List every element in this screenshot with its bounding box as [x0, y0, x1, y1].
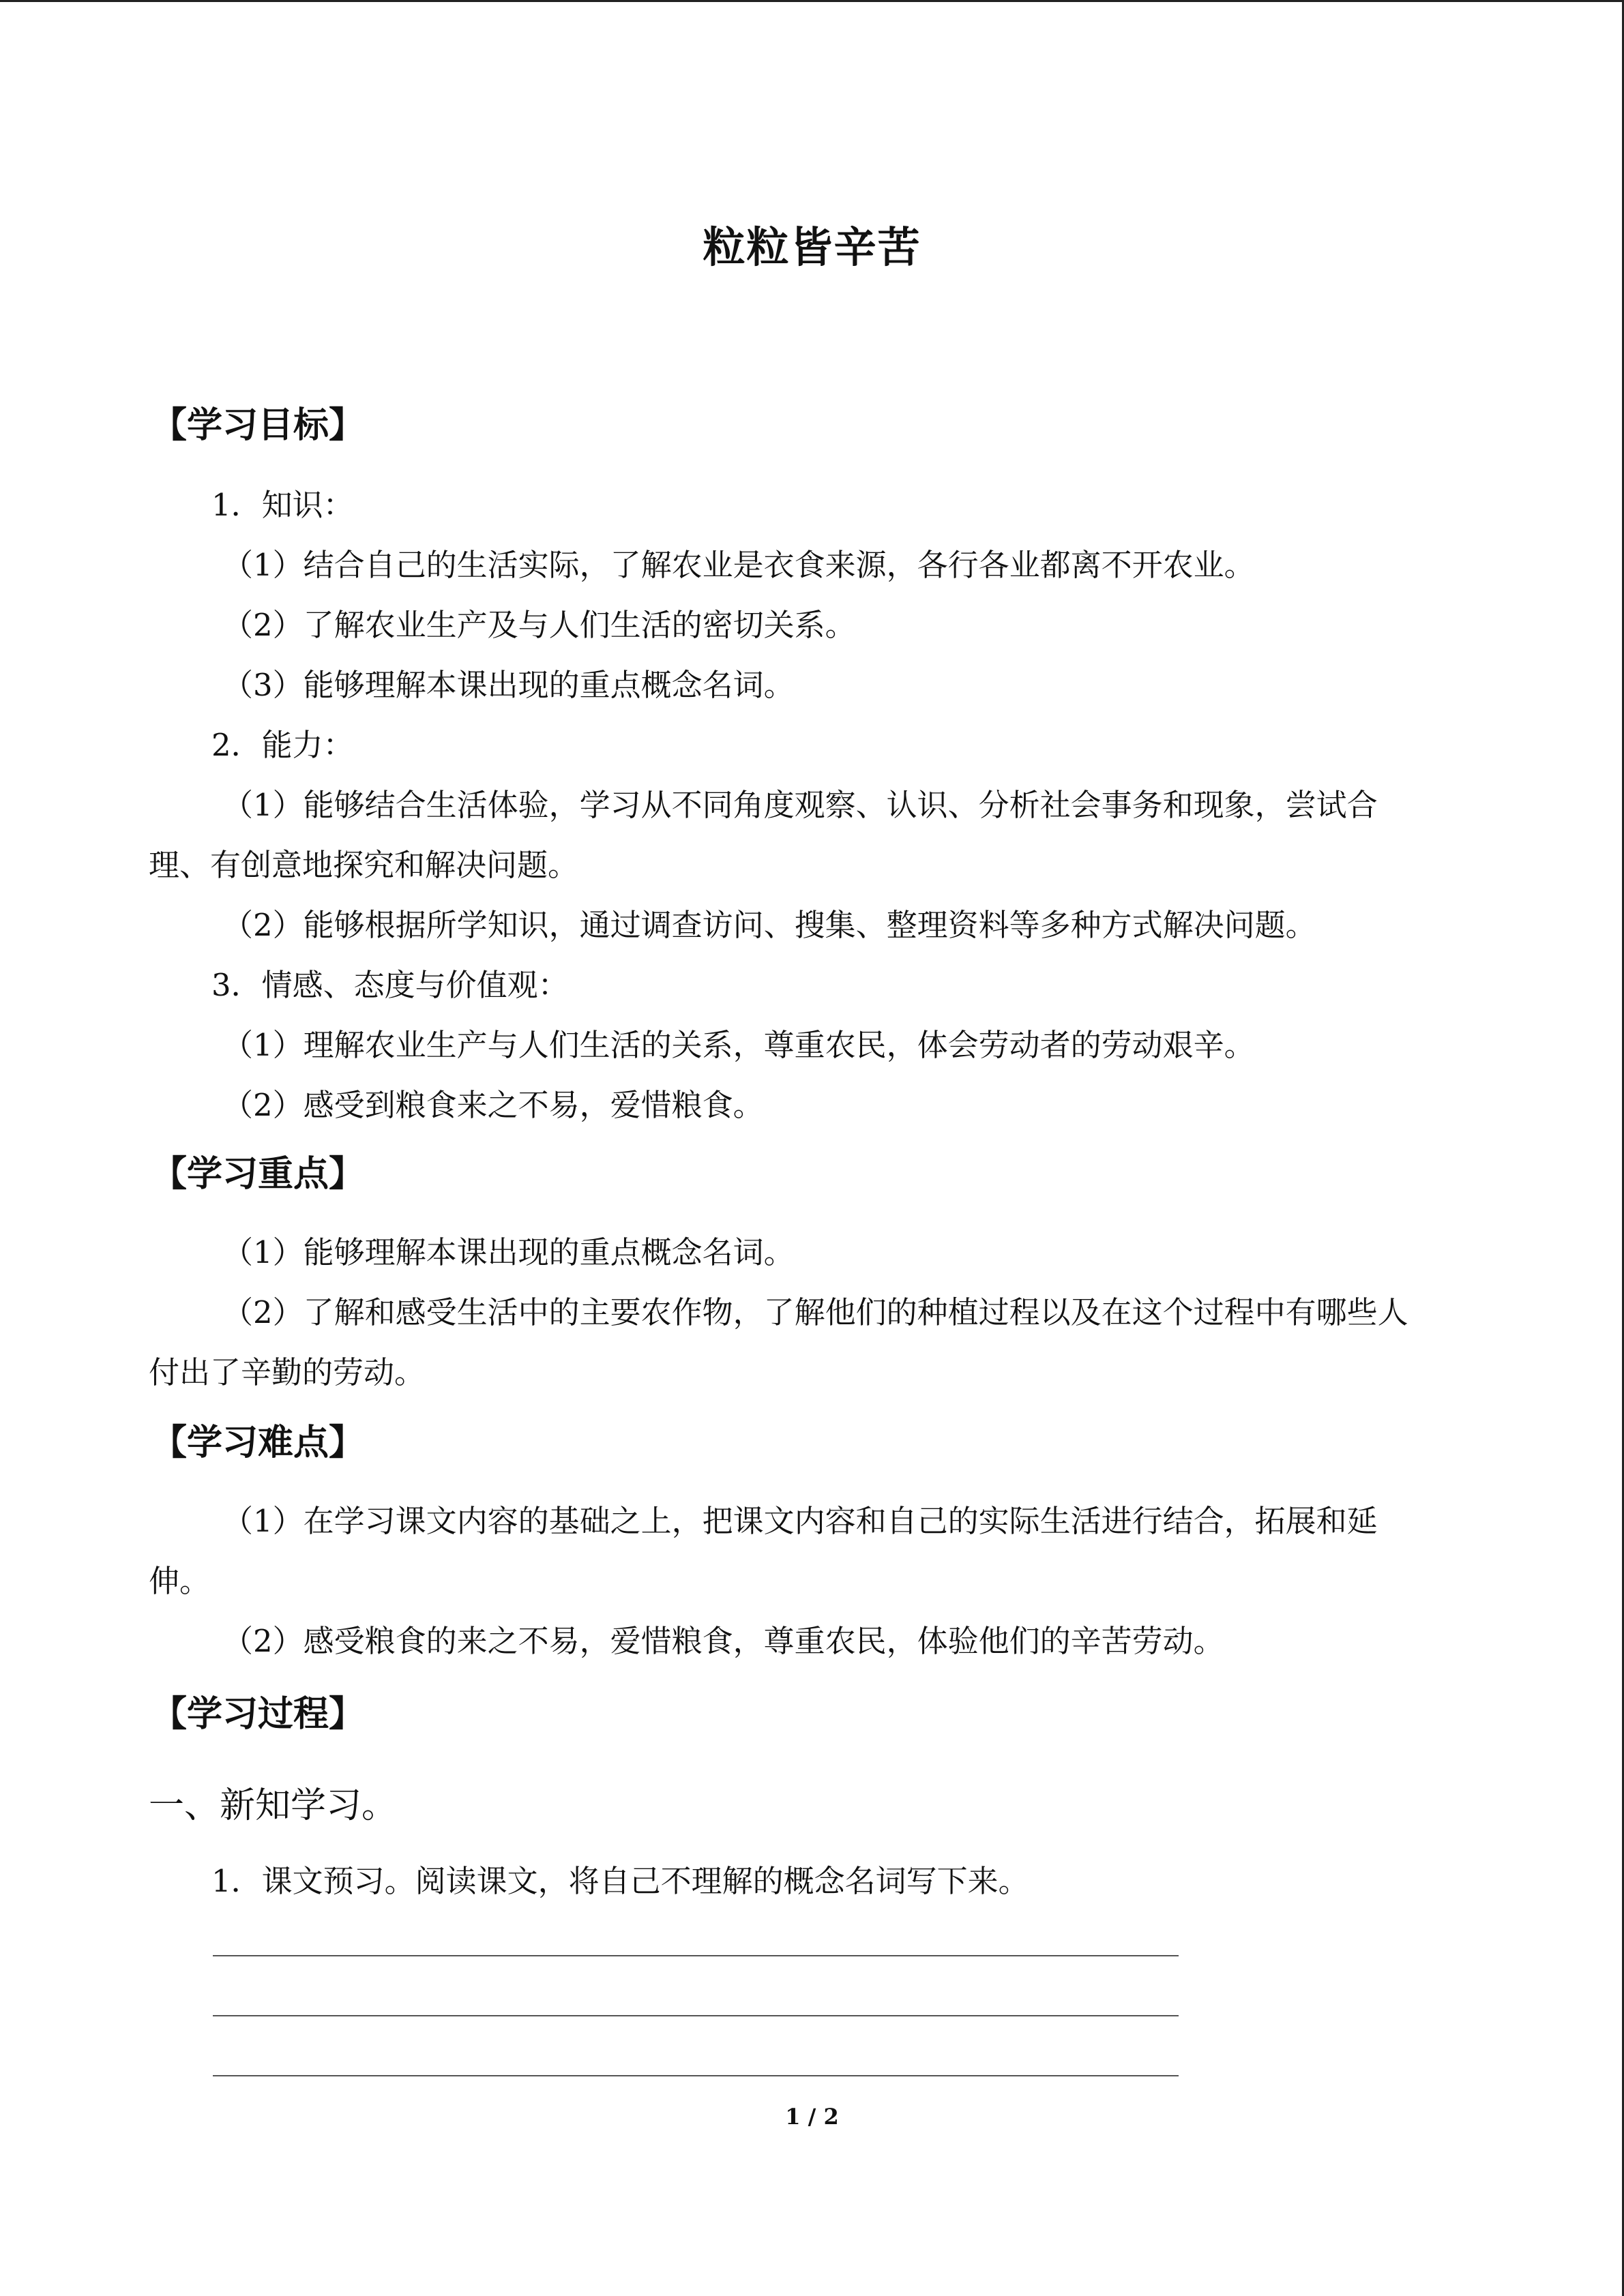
heading-objectives: 【学习目标】: [151, 405, 365, 446]
ability-item-1-cont: 理、有创意地探究和解决问题。: [149, 847, 579, 883]
difficulty-2: （2）感受粮食的来之不易，爱惜粮食，尊重农民，体验他们的辛苦劳动。: [222, 1623, 1224, 1659]
heading-key-points: 【学习重点】: [151, 1154, 365, 1195]
ability-label: 2．能力：: [211, 727, 354, 763]
answer-line-3[interactable]: [213, 2075, 1179, 2076]
knowledge-item-3: （3）能够理解本课出现的重点概念名词。: [222, 667, 795, 703]
document-title: 粒粒皆辛苦: [703, 222, 921, 272]
ability-item-1: （1）能够结合生活体验，学习从不同角度观察、认识、分析社会事务和现象，尝试合: [222, 787, 1378, 823]
part-one-title: 一、新知学习。: [149, 1785, 398, 1826]
emotion-item-2: （2）感受到粮食来之不易，爱惜粮食。: [222, 1087, 764, 1123]
key-point-1: （1）能够理解本课出现的重点概念名词。: [222, 1234, 795, 1270]
answer-line-1[interactable]: [213, 1955, 1179, 1956]
emotion-label: 3．情感、态度与价值观：: [211, 967, 569, 1003]
difficulty-1: （1）在学习课文内容的基础之上，把课文内容和自己的实际生活进行结合，拓展和延: [222, 1503, 1378, 1539]
heading-process: 【学习过程】: [151, 1694, 365, 1735]
ability-item-2: （2）能够根据所学知识，通过调查访问、搜集、整理资料等多种方式解决问题。: [222, 907, 1316, 943]
answer-line-2[interactable]: [213, 2015, 1179, 2016]
key-point-2: （2）了解和感受生活中的主要农作物，了解他们的种植过程以及在这个过程中有哪些人: [222, 1294, 1408, 1330]
knowledge-item-2: （2）了解农业生产及与人们生活的密切关系。: [222, 607, 856, 643]
task-one: 1．课文预习。阅读课文，将自己不理解的概念名词写下来。: [211, 1863, 1029, 1899]
heading-difficulties: 【学习难点】: [151, 1422, 365, 1463]
emotion-item-1: （1）理解农业生产与人们生活的关系，尊重农民，体会劳动者的劳动艰辛。: [222, 1027, 1255, 1063]
key-point-2-cont: 付出了辛勤的劳动。: [149, 1354, 426, 1390]
difficulty-1-cont: 伸。: [149, 1563, 211, 1599]
page-number: 1 / 2: [785, 2104, 839, 2130]
knowledge-label: 1．知识：: [211, 487, 354, 523]
knowledge-item-1: （1）结合自己的生活实际，了解农业是衣食来源，各行各业都离不开农业。: [222, 547, 1255, 583]
